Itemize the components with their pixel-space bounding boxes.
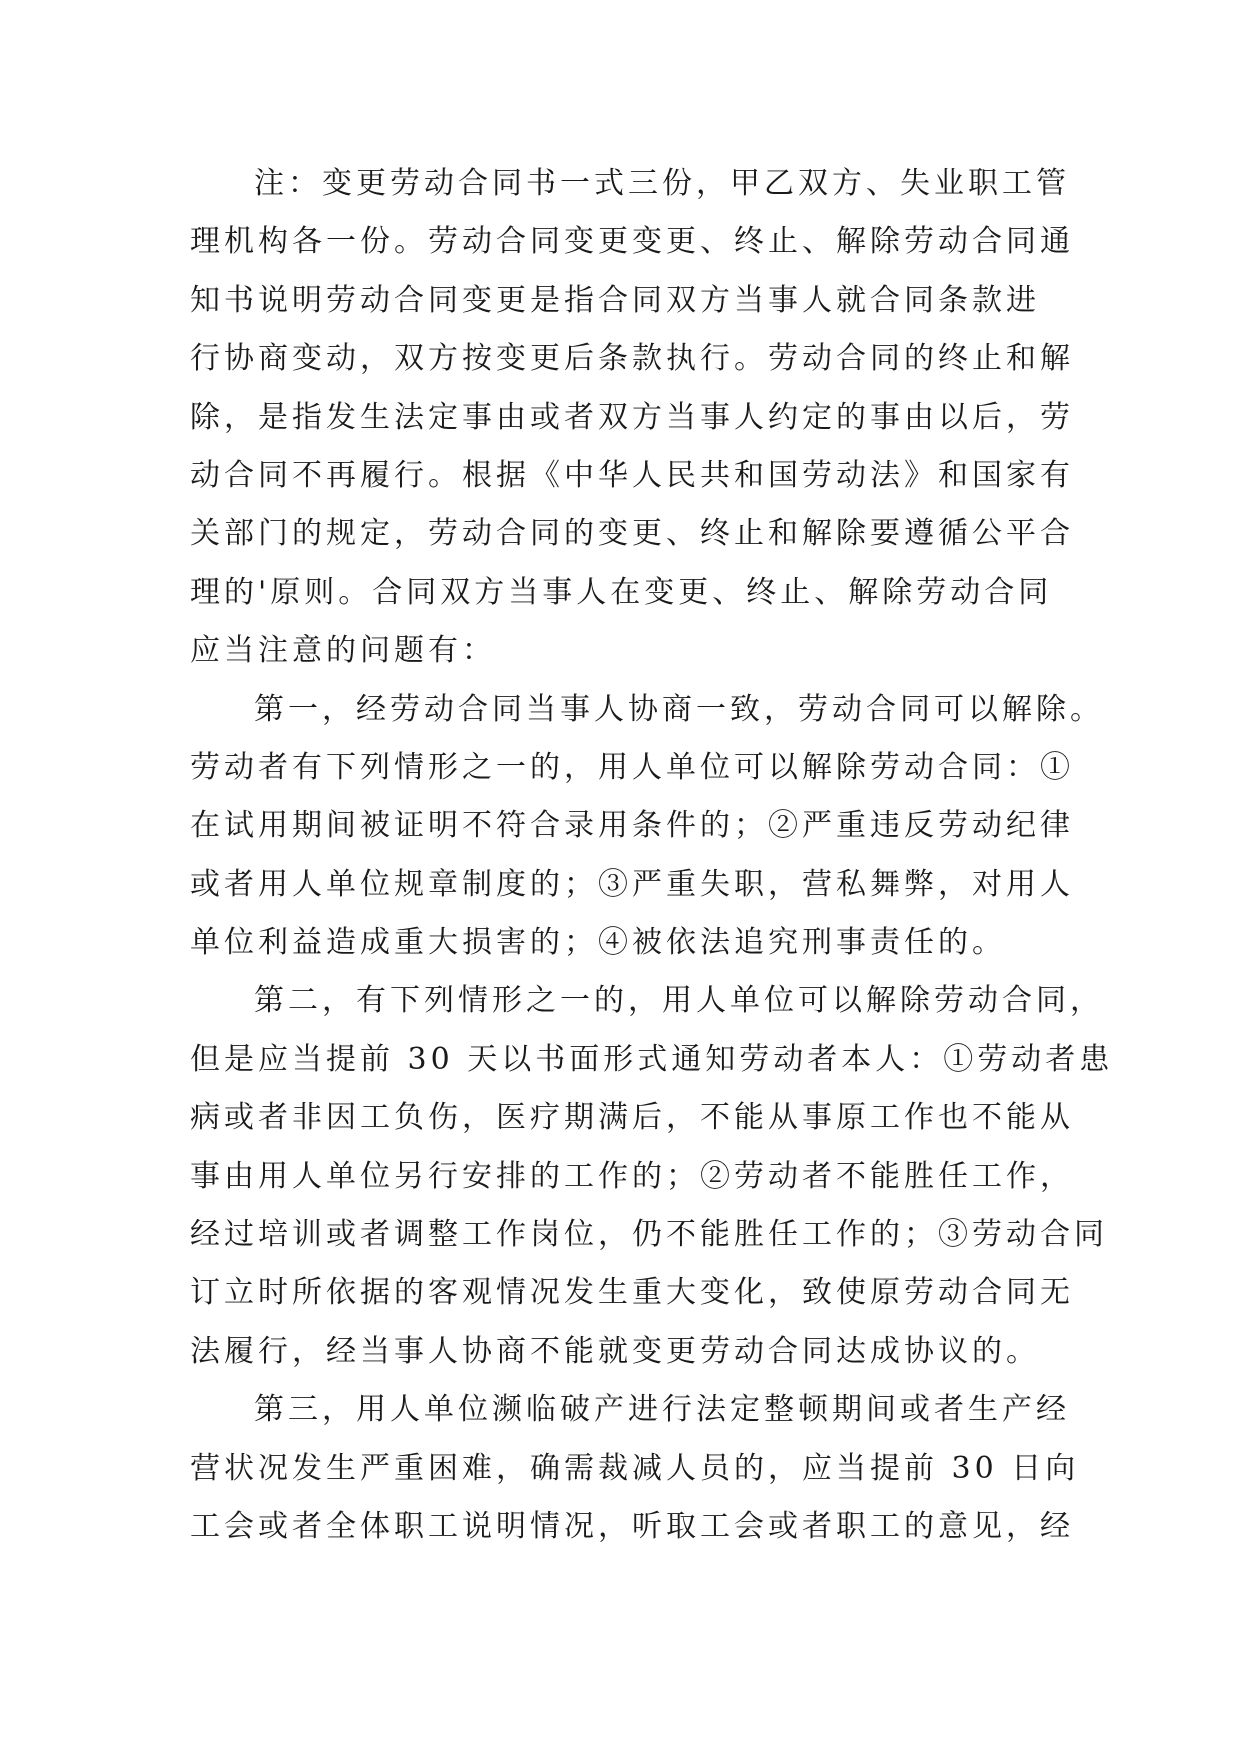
document-body [190,155,1114,1556]
first-paragraph [190,681,1104,973]
paragraph-line: 关部门的规定，劳动合同的变更、终止和解除要遵循公平合 [190,516,1074,552]
paragraph-line: 行协商变动，双方按变更后条款执行。劳动合同的终止和解 [190,341,1074,377]
paragraph-line: 第一，经劳动合同当事人协商一致，劳动合同可以解除。 [254,691,1104,727]
second-paragraph [190,972,1114,1381]
paragraph-line: 经过培训或者调整工作岗位，仍不能胜任工作的；③劳动合同 [190,1217,1108,1253]
paragraph-line: 但是应当提前 30 天以书面形式通知劳动者本人：①劳动者患 [190,1041,1114,1077]
paragraph-line: 法履行，经当事人协商不能就变更劳动合同达成协议的。 [190,1333,1040,1369]
paragraph-line: 除，是指发生法定事由或者双方当事人约定的事由以后，劳 [190,399,1074,435]
paragraph-line: 事由用人单位另行安排的工作的；②劳动者不能胜任工作， [190,1158,1074,1194]
paragraph-line: 或者用人单位规章制度的；③严重失职，营私舞弊，对用人 [190,866,1074,902]
paragraph-line: 第二，有下列情形之一的，用人单位可以解除劳动合同， [254,983,1104,1019]
paragraph-line: 理的'原则。合同双方当事人在变更、终止、解除劳动合同 [190,574,1053,610]
paragraph-line: 在试用期间被证明不符合录用条件的；②严重违反劳动纪律 [190,808,1074,844]
paragraph-line: 订立时所依据的客观情况发生重大变化，致使原劳动合同无 [190,1275,1074,1311]
paragraph-line: 营状况发生严重困难，确需裁减人员的，应当提前 30 日向 [190,1450,1080,1486]
paragraph-line: 理机构各一份。劳动合同变更变更、终止、解除劳动合同通 [190,224,1074,260]
paragraph-line: 注：变更劳动合同书一式三份，甲乙双方、失业职工管 [254,166,1070,201]
paragraph-line: 劳动者有下列情形之一的，用人单位可以解除劳动合同：① [190,749,1074,785]
paragraph-line: 第三，用人单位濒临破产进行法定整顿期间或者生产经 [254,1392,1070,1428]
paragraph-line: 单位利益造成重大损害的；④被依法追究刑事责任的。 [190,925,1006,961]
note-paragraph [190,155,1074,681]
third-paragraph [190,1381,1080,1556]
paragraph-line: 病或者非因工负伤，医疗期满后，不能从事原工作也不能从 [190,1100,1074,1136]
paragraph-line: 应当注意的问题有： [190,633,496,669]
paragraph-line: 动合同不再履行。根据《中华人民共和国劳动法》和国家有 [190,457,1074,493]
paragraph-line: 知书说明劳动合同变更是指合同双方当事人就合同条款进 [190,282,1040,318]
paragraph-line: 工会或者全体职工说明情况，听取工会或者职工的意见，经 [190,1508,1074,1544]
